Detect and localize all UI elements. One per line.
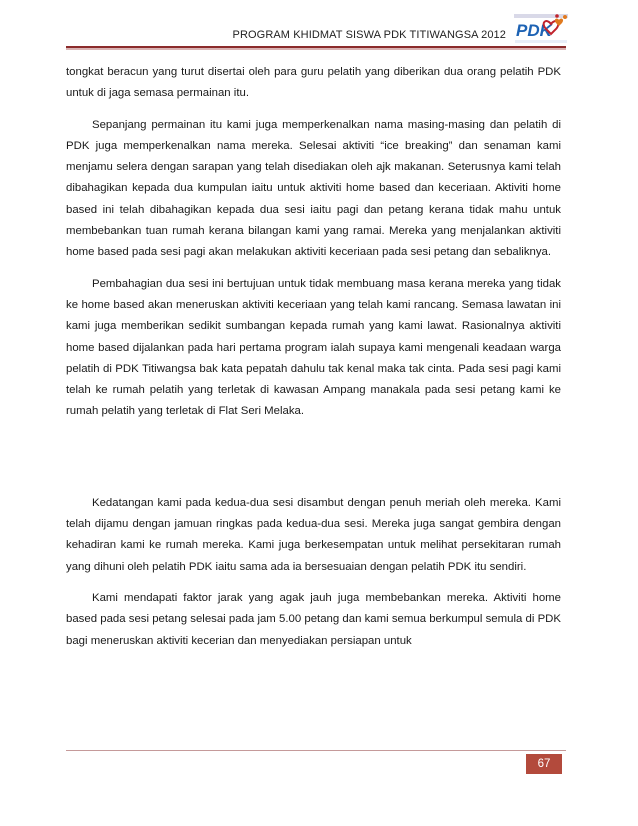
- page-number: 67: [526, 754, 562, 774]
- paragraph-5: Kami mendapati faktor jarak yang agak jauh juga membebankan mereka. Aktiviti home based pada sesi petang selesai pada jam 5.00 petang dan kami semua berkumpul semula di PDK bagi meneruskan aktiviti kecerian dan menyediakan persiapan untuk: [66, 591, 561, 647]
- page-header: [66, 12, 566, 52]
- paragraph-2: Sepanjang permainan itu kami juga memperkenalkan nama masing-masing dan pelatih di PDK juga memperkenalkan nama mereka. Selesai aktiviti “ice breaking” dan senaman kami menjamu selera dengan sarapan yang telah disediakan oleh ajk makanan. Seterusnya kami telah dibahagikan kepada dua kumpulan iaitu untuk aktiviti home based dan keceriaan. Aktiviti home based ini telah dibahagikan kepada dua sesi iaitu pagi dan petang kerana tidak mahu untuk membebankan tuan rumah kerana bilangan kami yang ramai. Mereka yang menjalankan aktiviti home based pada sesi pagi akan melakukan aktiviti keceriaan pada sesi petang dan sebaliknya.: [66, 118, 561, 259]
- blank-space: [66, 433, 561, 493]
- paragraph-4: Kedatangan kami pada kedua-dua sesi disambut dengan penuh meriah oleh mereka. Kami telah dijamu dengan jamuan ringkas pada kedua-dua sesi. Mereka juga sangat gembira dengan kehadiran kami ke rumah mereka. Kami juga berkesempatan untuk melihat persekitaran rumah yang dihuni oleh pelatih PDK iaitu sama ada ia bersesuaian dengan pelatih PDK itu sendiri.: [66, 496, 561, 573]
- paragraph-3: Pembahagian dua sesi ini bertujuan untuk tidak membuang masa kerana mereka yang tidak ke home based akan meneruskan aktiviti keceriaan yang telah kami rancang. Semasa lawatan ini kami juga memberikan sedikit sumbangan kepada rumah yang kami lawat. Rasionalnya aktiviti home based dijalankan pada hari pertama program ialah supaya kami mengenali keadaan warga pelatih di PDK Titiwangsa bak kata pepatah dahulu tak kenal maka tak cinta. Pada sesi pagi kami telah ke rumah pelatih yang terletak di kawasan Ampang manakala pada sesi petang kami ke rumah pelatih yang terletak di Flat Seri Melaka.: [66, 277, 561, 418]
- header-title: PROGRAM KHIDMAT SISWA PDK TITIWANGSA 2012: [232, 29, 506, 41]
- paragraph-1: tongkat beracun yang turut disertai oleh para guru pelatih yang diberikan dua orang pelatih PDK untuk di jaga semasa permainan itu.: [66, 66, 561, 100]
- logo-text: PDK: [516, 21, 552, 40]
- header-divider: [66, 46, 566, 48]
- pdk-logo: [513, 12, 569, 46]
- document-body: [66, 62, 561, 662]
- footer-divider: [66, 750, 566, 751]
